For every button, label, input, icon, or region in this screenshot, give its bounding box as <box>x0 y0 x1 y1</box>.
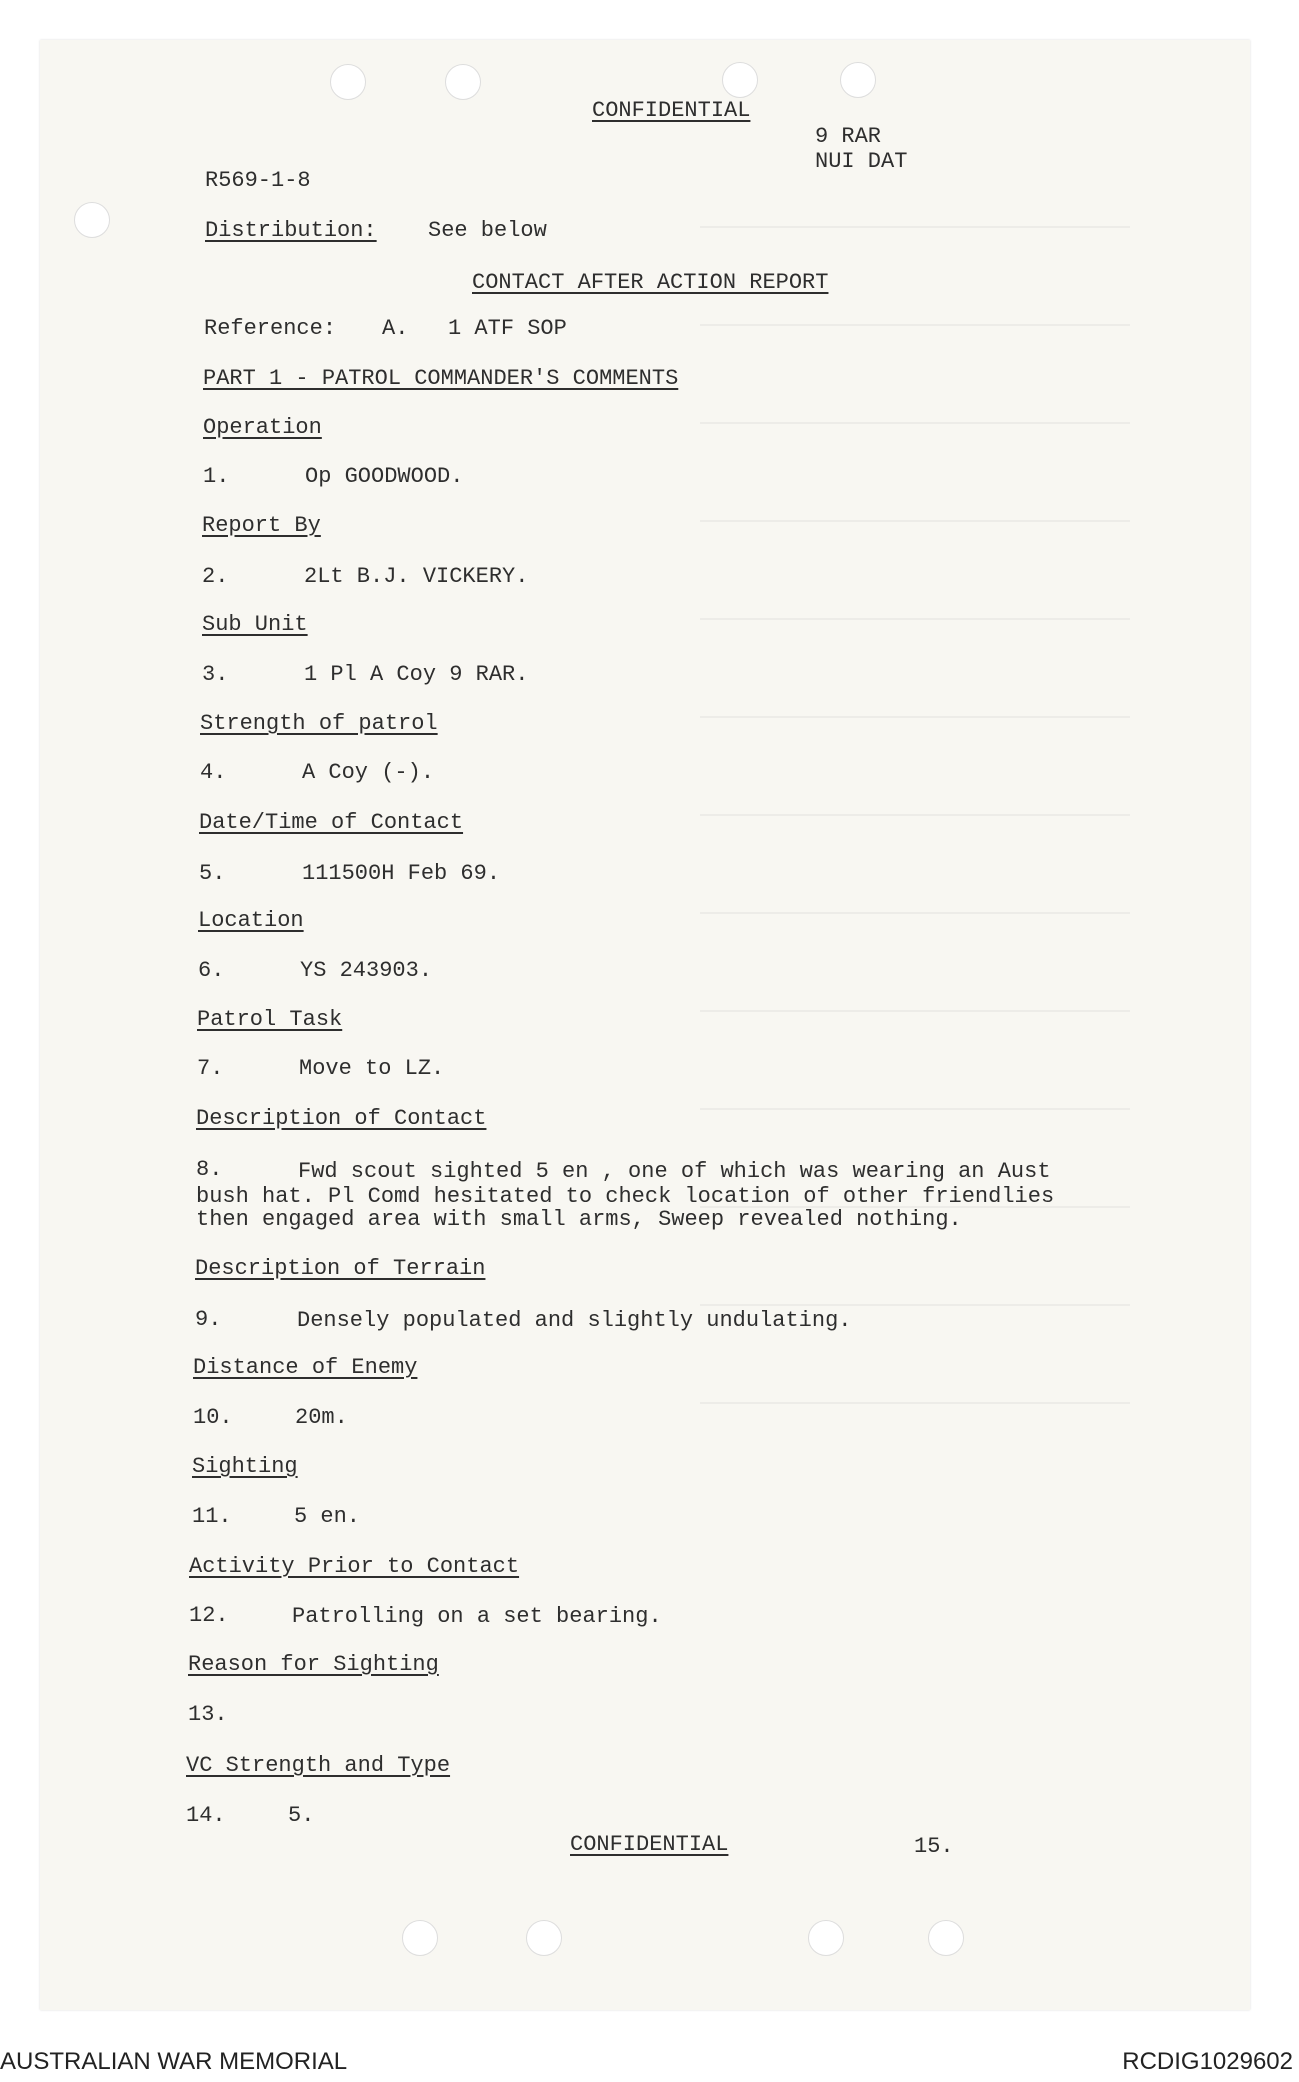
distribution-label: Distribution: <box>205 218 377 243</box>
section-heading-report-by: Report By <box>202 513 321 538</box>
section-number: 9. <box>195 1307 222 1332</box>
section-number: 7. <box>197 1056 224 1081</box>
section-number: 13. <box>188 1702 228 1727</box>
section-text: YS 243903. <box>300 958 433 983</box>
section-number: 10. <box>193 1405 233 1430</box>
section-text: 2Lt B.J. VICKERY. <box>304 564 529 589</box>
section-heading-date-time: Date/Time of Contact <box>199 810 464 835</box>
part-heading: PART 1 - PATROL COMMANDER'S COMMENTS <box>203 366 679 391</box>
section-text: Op GOODWOOD. <box>305 464 464 489</box>
section-text: Move to LZ. <box>299 1056 445 1081</box>
section-heading-sighting: Sighting <box>192 1454 298 1479</box>
section-number: 4. <box>200 760 227 785</box>
section-heading-activity: Activity Prior to Contact <box>189 1554 520 1579</box>
bleed-through-lines <box>700 180 1130 1420</box>
section-heading-distance: Distance of Enemy <box>193 1355 418 1380</box>
section-heading-sub-unit: Sub Unit <box>202 612 308 637</box>
section-heading-terrain: Description of Terrain <box>195 1256 486 1281</box>
section-text: 1 Pl A Coy 9 RAR. <box>304 662 529 687</box>
section-heading-vc-strength: VC Strength and Type <box>186 1753 451 1778</box>
unit-name: 9 RAR <box>815 124 882 149</box>
section-text: 111500H Feb 69. <box>302 861 501 886</box>
reference-label: Reference: <box>204 316 337 341</box>
file-reference: R569-1-8 <box>205 168 311 193</box>
section-text: Fwd scout sighted 5 en , one of which was wearing an Aust <box>298 1159 1051 1184</box>
report-title: CONTACT AFTER ACTION REPORT <box>472 270 829 295</box>
section-text: A Coy (-). <box>302 760 435 785</box>
page-number: 15. <box>914 1834 954 1859</box>
section-text: Patrolling on a set bearing. <box>292 1604 662 1629</box>
location-name: NUI DAT <box>815 149 908 174</box>
punch-hole-top-4 <box>840 62 876 98</box>
punch-hole-bottom-3 <box>808 1920 844 1956</box>
section-number: 2. <box>202 564 229 589</box>
section-text: 5. <box>288 1803 315 1828</box>
section-number: 8. <box>196 1157 223 1182</box>
section-number: 1. <box>203 464 230 489</box>
section-number: 6. <box>198 958 225 983</box>
section-heading-operation: Operation <box>203 415 322 440</box>
punch-hole-top-3 <box>722 62 758 98</box>
section-number: 3. <box>202 662 229 687</box>
section-number: 14. <box>186 1803 226 1828</box>
section-text: 20m. <box>295 1405 348 1430</box>
distribution-value: See below <box>428 218 547 243</box>
section-text: Densely populated and slightly undulating. <box>297 1308 852 1333</box>
section-text: 5 en. <box>294 1504 361 1529</box>
section-number: 5. <box>199 861 226 886</box>
classification-bottom: CONFIDENTIAL <box>570 1832 729 1857</box>
section-heading-patrol-task: Patrol Task <box>197 1007 343 1032</box>
punch-hole-top-2 <box>445 64 481 100</box>
archive-item-id: RCDIG1029602 <box>1122 2048 1293 2075</box>
punch-hole-bottom-1 <box>402 1920 438 1956</box>
punch-hole-bottom-2 <box>526 1920 562 1956</box>
section-text-line-2: bush hat. Pl Comd hesitated to check location of other friendlies <box>196 1184 1055 1209</box>
classification-top: CONFIDENTIAL <box>592 98 751 123</box>
section-text-line-3: then engaged area with small arms, Sweep revealed nothing. <box>196 1207 962 1232</box>
section-heading-reason: Reason for Sighting <box>188 1652 439 1677</box>
punch-hole-top-1 <box>330 64 366 100</box>
section-heading-strength: Strength of patrol <box>200 711 438 736</box>
archive-institution: AUSTRALIAN WAR MEMORIAL <box>0 2048 348 2075</box>
section-heading-location: Location <box>198 908 304 933</box>
section-number: 12. <box>189 1603 229 1628</box>
section-heading-description-contact: Description of Contact <box>196 1106 487 1131</box>
section-number: 11. <box>192 1504 232 1529</box>
punch-hole-bottom-4 <box>928 1920 964 1956</box>
reference-value: A. 1 ATF SOP <box>382 316 567 341</box>
punch-hole-left <box>74 202 110 238</box>
